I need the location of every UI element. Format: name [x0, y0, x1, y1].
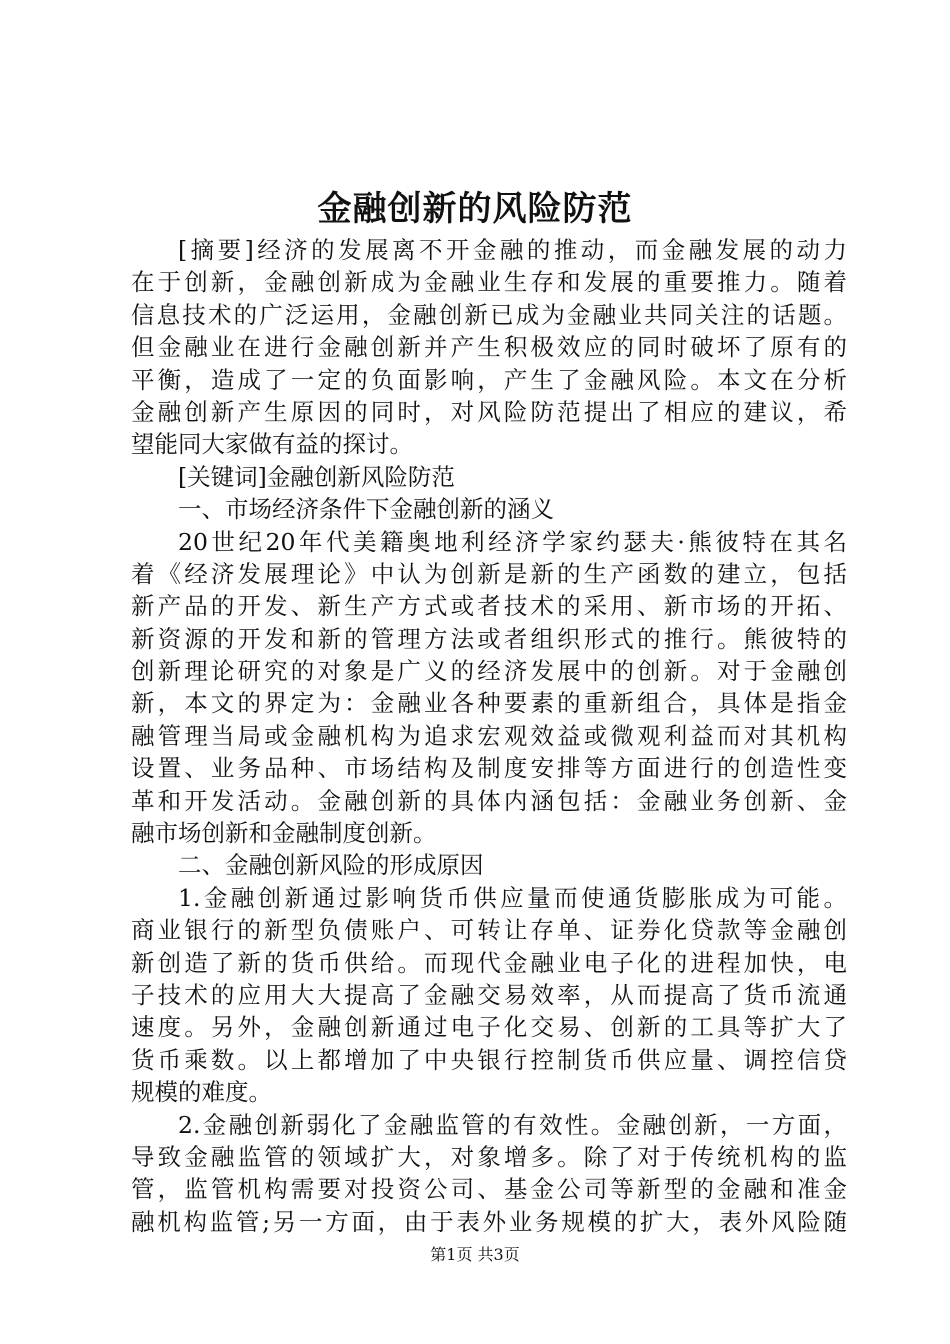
text-line: 革和开发活动。金融创新的具体内涵包括：金融业务创新、金	[131, 786, 847, 815]
text-line: 新创造了新的货币供给。而现代金融业电子化的进程加快，电	[131, 948, 847, 977]
text-line: 但金融业在进行金融创新并产生积极效应的同时破坏了原有的	[131, 333, 847, 362]
text-line: 管，监管机构需要对投资公司、基金公司等新型的金融和准金	[131, 1175, 847, 1204]
text-line: 平衡，造成了一定的负面影响，产生了金融风险。本文在分析	[131, 365, 847, 394]
text-line: 融机构监管;另一方面，由于表外业务规模的扩大，表外风险随	[131, 1207, 847, 1236]
text-line: [摘要]经济的发展离不开金融的推动，而金融发展的动力	[178, 236, 847, 264]
text-line: 新，本文的界定为：金融业各种要素的重新组合，具体是指金	[131, 689, 847, 718]
text-line: 着《经济发展理论》中认为创新是新的生产函数的建立，包括	[131, 559, 847, 588]
text-line: 商业银行的新型负债账户、可转让存单、证券化贷款等金融创	[131, 916, 847, 945]
text-line: 创新理论研究的对象是广义的经济发展中的创新。对于金融创	[131, 657, 847, 686]
text-line: 一、市场经济条件下金融创新的涵义	[178, 495, 554, 524]
text-line: 在于创新，金融创新成为金融业生存和发展的重要推力。随着	[131, 268, 847, 297]
document-body	[131, 234, 847, 1238]
text-line: 规模的难度。	[131, 1078, 272, 1107]
text-line: 望能同大家做有益的探讨。	[131, 430, 413, 459]
page-footer: 第1页 共3页	[430, 1245, 520, 1264]
text-line: 2.金融创新弱化了金融监管的有效性。金融创新，一方面，	[178, 1110, 847, 1139]
text-line: 1.金融创新通过影响货币供应量而使通货膨胀成为可能。	[178, 883, 847, 912]
text-line: 二、金融创新风险的形成原因	[178, 851, 484, 880]
text-line: 新资源的开发和新的管理方法或者组织形式的推行。熊彼特的	[131, 624, 847, 653]
text-line: 导致金融监管的领域扩大，对象增多。除了对于传统机构的监	[131, 1142, 847, 1171]
text-line: 融市场创新和金融制度创新。	[131, 819, 437, 848]
text-line: 设置、业务品种、市场结构及制度安排等方面进行的创造性变	[131, 754, 847, 783]
text-line: 子技术的应用大大提高了金融交易效率，从而提高了货币流通	[131, 980, 847, 1009]
text-line: 信息技术的广泛运用，金融创新已成为金融业共同关注的话题。	[131, 300, 847, 329]
text-line: [关键词]金融创新风险防范	[178, 462, 455, 491]
text-line: 新产品的开发、新生产方式或者技术的采用、新市场的开拓、	[131, 592, 847, 621]
text-line: 货币乘数。以上都增加了中央银行控制货币供应量、调控信贷	[131, 1045, 847, 1074]
text-line: 融管理当局或金融机构为追求宏观效益或微观利益而对其机构	[131, 721, 847, 750]
text-line: 速度。另外，金融创新通过电子化交易、创新的工具等扩大了	[131, 1013, 847, 1042]
text-line: 金融创新产生原因的同时，对风险防范提出了相应的建议，希	[131, 397, 847, 426]
document-title: 金融创新的风险防范	[317, 189, 633, 229]
text-line: 20世纪20年代美籍奥地利经济学家约瑟夫·熊彼特在其名	[178, 527, 847, 556]
